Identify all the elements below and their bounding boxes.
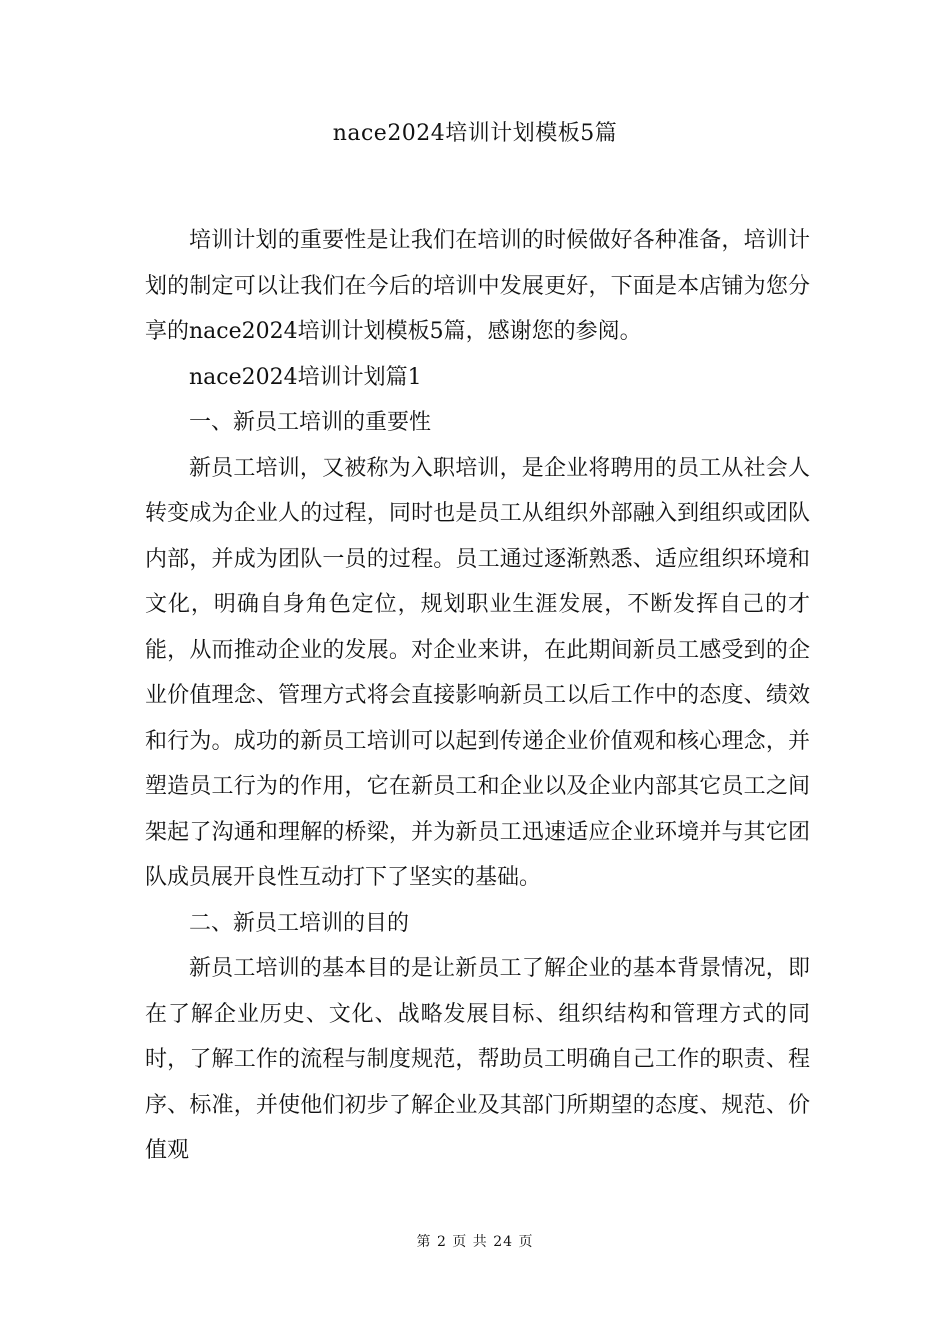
document-body: [145, 218, 810, 1174]
section-title: nace2024培训计划篇1: [189, 364, 422, 390]
paragraph-importance: 新员工培训，又被称为入职培训，是企业将聘用的员工从社会人转变成为企业人的过程，同时也是员工从组织外部融入到组织或团队内部，并成为团队一员的过程。员工通过逐渐熟悉、适应组织环境和文化，明确自身角色定位，规划职业生涯发展，不断发挥自己的才能，从而推动企业的发展。对企业来讲，在此期间新员工感受到的企业价值理念、管理方式将会直接影响新员工以后工作中的态度、绩效和行为。成功的新员工培训可以起到传递企业价值观和核心理念，并塑造员工行为的作用，它在新员工和企业以及企业内部其它员工之间架起了沟通和理解的桥梁，并为新员工迅速适应企业环境并与其它团队成员展开良性互动打下了坚实的基础。: [145, 455, 810, 890]
heading-purpose: 二、新员工培训的目的: [189, 910, 410, 936]
document-title: nace2024培训计划模板5篇: [332, 121, 618, 146]
intro-paragraph: 培训计划的重要性是让我们在培训的时候做好各种准备，培训计划的制定可以让我们在今后的培训中发展更好，下面是本店铺为您分享的nace2024培训计划模板5篇，感谢您的参阅。: [145, 228, 810, 344]
heading-importance: 一、新员工培训的重要性: [189, 410, 432, 435]
paragraph-purpose: 新员工培训的基本目的是让新员工了解企业的基本背景情况，即在了解企业历史、文化、战略发展目标、组织结构和管理方式的同时，了解工作的流程与制度规范，帮助员工明确自己工作的职责、程序、标准，并使他们初步了解企业及其部门所期望的态度、规范、价值观: [145, 956, 810, 1163]
page-number-footer: 第 2 页 共 24 页: [416, 1234, 534, 1250]
